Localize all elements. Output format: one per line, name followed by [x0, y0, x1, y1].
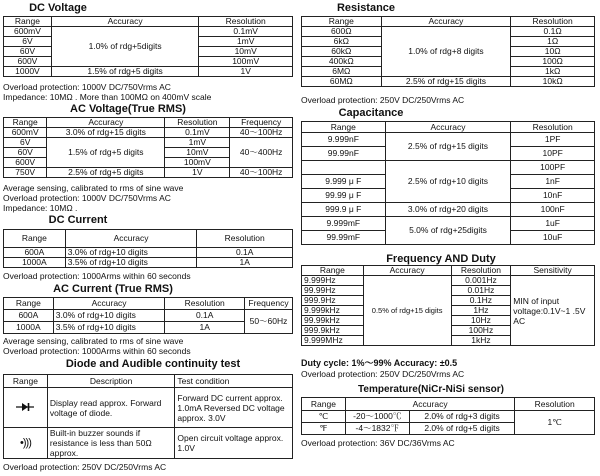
- accuracy-cell: 2.5% of rdg+15 digits: [381, 77, 511, 87]
- range-cell: 600A: [4, 248, 66, 258]
- resolution-cell: 100nF: [511, 203, 595, 217]
- temperature-table: [301, 397, 595, 435]
- buzzer-test-condition: Open circuit voltage approx. 1.0V: [175, 428, 293, 459]
- resolution-cell: 10uF: [511, 231, 595, 245]
- accuracy-cell: 3.0% of rdg+20 digits: [385, 203, 511, 217]
- header-accuracy: Accuracy: [381, 17, 511, 27]
- range-cell: 60V: [4, 47, 52, 57]
- frequency-cell: 40～100Hz: [230, 168, 293, 178]
- range-cell: 600mV: [4, 128, 47, 138]
- resolution-cell: 0.001Hz: [451, 276, 511, 286]
- resistance-title: Resistance: [336, 2, 396, 14]
- header-range: Range: [4, 230, 66, 248]
- resolution-cell: 1V: [199, 67, 293, 77]
- header-accuracy: Accuracy: [345, 398, 515, 411]
- range-cell: 9.999nF: [302, 133, 386, 147]
- accuracy-cell: 1.5% of rdg+5 digits: [51, 67, 198, 77]
- range-cell: 9.999mF: [302, 217, 386, 231]
- aca-sensing-note: Average sensing, calibrated to rms of sine wave: [3, 336, 184, 346]
- header-resolution: Resolution: [511, 122, 595, 133]
- range-cell: 9.999Hz: [302, 276, 364, 286]
- unit-cell: ℃: [302, 411, 346, 423]
- ac-voltage-table: [3, 117, 293, 178]
- diode-title: Diode and Audible continuity test: [65, 358, 241, 370]
- range-cell: 999.9Hz: [302, 296, 364, 306]
- range-cell: 60V: [4, 148, 47, 158]
- range-cell: 999.9kHz: [302, 326, 364, 336]
- resolution-cell: 0.1Ω: [511, 27, 595, 37]
- buzzer-range-cell: [4, 428, 48, 459]
- resolution-cell: 0.1mV: [165, 128, 230, 138]
- accuracy-cell: 3.0% of rdg+10 digits: [65, 248, 197, 258]
- capacitance-table: [301, 121, 595, 245]
- range-cell: 99.99 μ F: [302, 189, 386, 203]
- sensitivity-cell: MIN of input voltage:0.1V~1 .5V AC: [511, 276, 595, 346]
- buzzer-description: Built-in buzzer sounds if resistance is less than 50Ω approx.: [47, 428, 174, 459]
- accuracy-cell: 0.5% of rdg+15 digits: [363, 276, 451, 346]
- ac-current-title: AC Current (True RMS): [53, 283, 173, 295]
- range-cell: 9.999kHz: [302, 306, 364, 316]
- range-cell: 600Ω: [302, 27, 382, 37]
- resolution-cell: 1PF: [511, 133, 595, 147]
- range-cell: -20～1000℃: [345, 411, 409, 423]
- resolution-cell: 1mV: [199, 37, 293, 47]
- ac-current-table: [3, 297, 293, 334]
- resolution-cell: 10mV: [165, 148, 230, 158]
- resolution-cell: 0.1Hz: [451, 296, 511, 306]
- accuracy-cell: 1.5% of rdg+5 digits: [47, 138, 165, 168]
- resolution-cell: 1℃: [515, 411, 595, 435]
- accuracy-cell: 3.0% of rdg+15 digits: [47, 128, 165, 138]
- diode-icon: [15, 401, 35, 413]
- header-accuracy: Accuracy: [47, 118, 165, 128]
- resolution-cell: 100PF: [511, 161, 595, 175]
- diode-test-condition: Forward DC current approx. 1.0mA Reversed DC voltage approx. 3.0V: [175, 388, 293, 428]
- accuracy-cell: 5.0% of rdg+25digits: [385, 217, 511, 245]
- resolution-cell: 1Hz: [451, 306, 511, 316]
- diode-range-cell: [4, 388, 48, 428]
- diode-table: [3, 374, 293, 459]
- header-range: Range: [4, 17, 52, 27]
- acv-impedance-note: Impedance: 10MΩ .: [3, 203, 78, 213]
- header-resolution: Resolution: [165, 298, 245, 310]
- resolution-cell: 1uF: [511, 217, 595, 231]
- duty-cycle-note: Duty cycle: 1%～99% Accuracy: ±0.5: [301, 358, 458, 368]
- resolution-cell: 10nF: [511, 189, 595, 203]
- resolution-cell: 0.1A: [197, 248, 293, 258]
- resolution-cell: 100mV: [199, 57, 293, 67]
- range-cell: 600A: [4, 310, 54, 322]
- range-cell: 400kΩ: [302, 57, 382, 67]
- header-resolution: Resolution: [451, 266, 511, 276]
- resolution-cell: 0.01Hz: [451, 286, 511, 296]
- accuracy-cell: 1.0% of rdg+8 digits: [381, 27, 511, 77]
- range-cell: 6V: [4, 138, 47, 148]
- accuracy-cell: 3.5% of rdg+10 digits: [53, 322, 165, 334]
- header-accuracy: Accuracy: [65, 230, 197, 248]
- accuracy-cell: 2.5% of rdg+15 digits: [385, 133, 511, 161]
- res-overload-note: Overload protection: 250V DC/250Vrms AC: [301, 95, 465, 105]
- header-resolution: Resolution: [165, 118, 230, 128]
- header-accuracy: Accuracy: [53, 298, 165, 310]
- resolution-cell: 1Ω: [511, 37, 595, 47]
- frequency-title: Frequency AND Duty: [386, 253, 496, 265]
- capacitance-title: Capacitance: [338, 107, 404, 119]
- header-range: Range: [4, 118, 47, 128]
- resolution-cell: 100mV: [165, 158, 230, 168]
- resolution-cell: 0.1mV: [199, 27, 293, 37]
- header-accuracy: Accuracy: [51, 17, 198, 27]
- resolution-cell: 10Hz: [451, 316, 511, 326]
- acv-sensing-note: Average sensing, calibrated to rms of sine wave: [3, 183, 184, 193]
- header-frequency: Frequency: [245, 298, 293, 310]
- accuracy-cell: 2.0% of rdg+3 digits: [409, 411, 515, 423]
- resolution-cell: 10kΩ: [511, 77, 595, 87]
- range-cell: 6kΩ: [302, 37, 382, 47]
- range-cell: 99.99mF: [302, 231, 386, 245]
- resolution-cell: 1nF: [511, 175, 595, 189]
- header-range: Range: [302, 122, 386, 133]
- range-cell: 600V: [4, 158, 47, 168]
- resolution-cell: 100Ω: [511, 57, 595, 67]
- temperature-title: Temperature(NiCr-NiSi sensor): [358, 384, 504, 395]
- diode-description: Display read approx. Forward voltage of diode.: [47, 388, 174, 428]
- accuracy-cell: 2.5% of rdg+5 digits: [47, 168, 165, 178]
- frequency-cell: 50～60Hz: [245, 310, 293, 334]
- resolution-cell: 100Hz: [451, 326, 511, 336]
- resolution-cell: 10PF: [511, 147, 595, 161]
- temp-overload-note: Overload protection: 36V DC/36Vrms AC: [301, 438, 455, 448]
- range-cell: 60kΩ: [302, 47, 382, 57]
- range-cell: 6MΩ: [302, 67, 382, 77]
- range-cell: 6V: [4, 37, 52, 47]
- header-range: Range: [302, 266, 364, 276]
- frequency-table: [301, 265, 595, 346]
- unit-cell: ℉: [302, 423, 346, 435]
- range-cell: 600V: [4, 57, 52, 67]
- dcv-overload-note: Overload protection: 1000V DC/750Vrms AC: [3, 82, 171, 92]
- range-cell: 9.999MHz: [302, 336, 364, 346]
- header-accuracy: Accuracy: [363, 266, 451, 276]
- dc-voltage-title: DC Voltage: [29, 2, 87, 14]
- header-range: Range: [4, 375, 48, 388]
- header-resolution: Resolution: [197, 230, 293, 248]
- accuracy-cell: 3.5% of rdg+10 digits: [65, 258, 197, 268]
- frequency-cell: 40～400Hz: [230, 138, 293, 168]
- resolution-cell: 0.1A: [165, 310, 245, 322]
- header-description: Description: [47, 375, 174, 388]
- header-test-condition: Test condition: [175, 375, 293, 388]
- ac-voltage-title: AC Voltage(True RMS): [70, 103, 186, 115]
- header-sensitivity: Sensitivity: [511, 266, 595, 276]
- acv-overload-note: Overload protection: 1000V DC/750Vrms AC: [3, 193, 171, 203]
- range-cell: 999.9 μ F: [302, 203, 386, 217]
- header-resolution: Resolution: [515, 398, 595, 411]
- dc-voltage-table: [3, 16, 293, 77]
- range-cell: 60MΩ: [302, 77, 382, 87]
- range-cell: 99.99kHz: [302, 316, 364, 326]
- header-frequency: Frequency: [230, 118, 293, 128]
- header-resolution: Resolution: [511, 17, 595, 27]
- dc-current-table: [3, 229, 293, 268]
- range-cell: 99.99Hz: [302, 286, 364, 296]
- dcv-impedance-note: Impedance: 10MΩ . More than 100MΩ on 400mV scale: [3, 92, 212, 102]
- header-range: Range: [302, 17, 382, 27]
- diode-overload-note: Overload protection: 250V DC/250Vrms AC: [3, 462, 167, 472]
- resolution-cell: 1kHz: [451, 336, 511, 346]
- resolution-cell: 10Ω: [511, 47, 595, 57]
- range-cell: 750V: [4, 168, 47, 178]
- header-range: Range: [4, 298, 54, 310]
- accuracy-cell: 3.0% of rdg+10 digits: [53, 310, 165, 322]
- dca-overload-note: Overload protection: 1000Arms within 60 seconds: [3, 271, 191, 281]
- resolution-cell: 1A: [197, 258, 293, 268]
- header-resolution: Resolution: [199, 17, 293, 27]
- resolution-cell: 1V: [165, 168, 230, 178]
- resolution-cell: 10mV: [199, 47, 293, 57]
- buzzer-icon: •))): [20, 436, 31, 449]
- header-range: Range: [302, 398, 346, 411]
- range-cell: 9.999 μ F: [302, 175, 386, 189]
- range-cell: 600mV: [4, 27, 52, 37]
- range-cell: 1000A: [4, 258, 66, 268]
- resolution-cell: 1mV: [165, 138, 230, 148]
- range-cell: [302, 161, 386, 175]
- range-cell: -4～1832℉: [345, 423, 409, 435]
- range-cell: 1000A: [4, 322, 54, 334]
- accuracy-cell: 1.0% of rdg+5digits: [51, 27, 198, 67]
- header-accuracy: Accuracy: [385, 122, 511, 133]
- resolution-cell: 1A: [165, 322, 245, 334]
- dc-current-title: DC Current: [48, 214, 108, 226]
- accuracy-cell: 2.0% of rdg+5 digits: [409, 423, 515, 435]
- accuracy-cell: 2.5% of rdg+10 digits: [385, 161, 511, 203]
- frequency-cell: 40～100Hz: [230, 128, 293, 138]
- range-cell: 99.99nF: [302, 147, 386, 161]
- range-cell: 1000V: [4, 67, 52, 77]
- resolution-cell: 1kΩ: [511, 67, 595, 77]
- resistance-table: [301, 16, 595, 87]
- aca-overload-note: Overload protection: 1000Arms within 60 seconds: [3, 346, 191, 356]
- freq-overload-note: Overload protection: 250V DC/250Vrms AC: [301, 369, 465, 379]
